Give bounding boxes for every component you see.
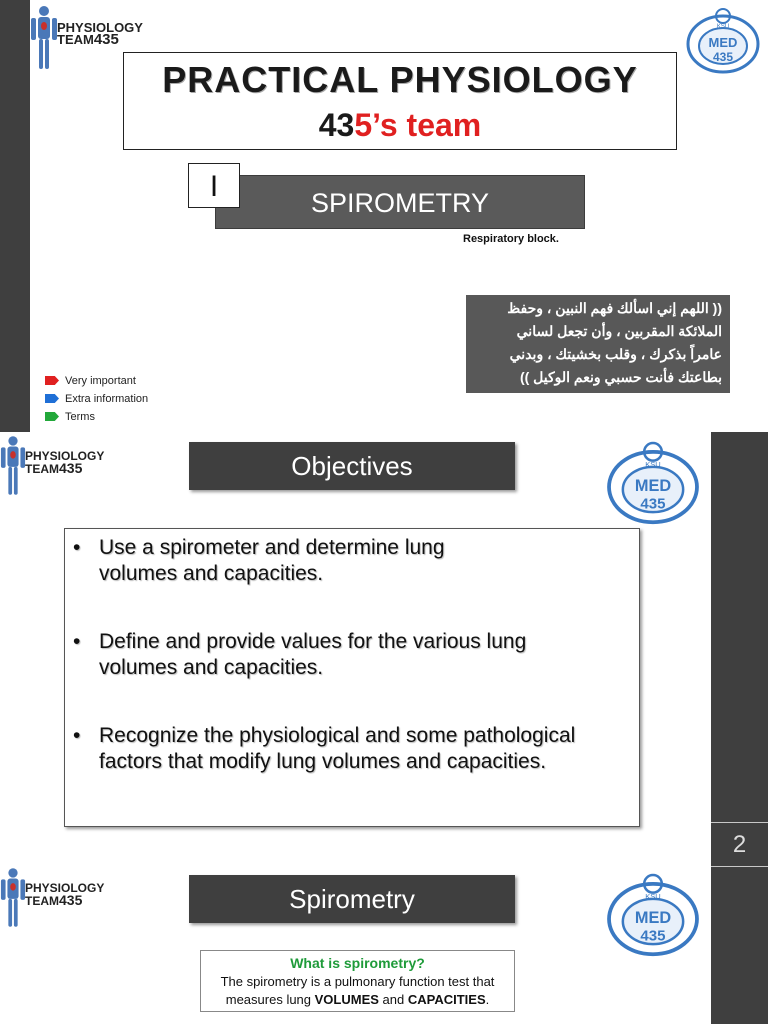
med-num: 435 — [640, 927, 666, 945]
human-figure-icon — [30, 4, 58, 72]
logo-line1: PHYSIOLOGY — [57, 20, 143, 35]
human-figure-icon — [0, 434, 26, 498]
definition-line: . — [485, 992, 490, 1007]
definition-title: What is spirometry? — [290, 955, 425, 971]
ksu-med-logo-icon — [604, 868, 702, 960]
legend-label: Terms — [65, 411, 95, 423]
definition-line: and — [378, 992, 408, 1007]
legend-terms — [45, 411, 95, 423]
logo-line2: TEAM — [25, 894, 59, 908]
legend-label: Extra information — [65, 393, 149, 405]
med-num: 435 — [640, 495, 666, 513]
block-name: Respiratory block. — [463, 233, 559, 245]
definition-text — [207, 973, 508, 1009]
logo-line2: TEAM — [57, 32, 94, 47]
bullet-icon: • — [73, 630, 81, 653]
slide1-left-band — [0, 0, 30, 432]
bullet-icon: • — [73, 536, 81, 559]
objectives-box — [64, 528, 640, 827]
list-item — [73, 629, 629, 681]
definition-line: measures lung — [225, 992, 315, 1007]
ksu-med-logo-icon — [604, 436, 702, 528]
spirometry-heading: Spirometry — [189, 875, 515, 923]
ksu-text: KSU — [716, 24, 730, 30]
logo-line1: PHYSIOLOGY — [25, 449, 105, 463]
logo-line1: PHYSIOLOGY — [25, 881, 105, 895]
logo-line2-num: 435 — [59, 892, 83, 908]
bullet-icon: • — [73, 724, 81, 747]
list-item — [73, 535, 629, 587]
title-box — [123, 52, 677, 150]
dua-line: بطاعتك فأنت حسبي ونعم الوكيل )) — [519, 369, 722, 385]
team-subtitle — [124, 107, 676, 144]
page-title: PRACTICAL PHYSIOLOGY — [162, 59, 638, 100]
med-num: 435 — [712, 50, 734, 64]
definition-box — [200, 950, 515, 1012]
slide2-right-band — [711, 432, 768, 1024]
ksu-med-logo-icon — [684, 4, 762, 76]
green-arrow-icon — [45, 412, 59, 421]
dua-line: عامراً بذكرك ، وقلب بخشيتك ، وبدني — [509, 346, 722, 362]
objective-text: volumes and capacities. — [99, 656, 324, 679]
logo-line2: TEAM — [25, 462, 59, 476]
volumes-term: VOLUMES — [314, 992, 379, 1007]
lecture-number: I — [188, 163, 240, 208]
dua-line: الملائكة المقربين ، وأن تجعل لساني — [516, 323, 722, 339]
ksu-text: KSU — [645, 891, 661, 901]
objective-text: Define and provide values for the various lung — [99, 630, 527, 653]
logo-line2-num: 435 — [59, 460, 83, 476]
objective-text: Use a spirometer and determine lung — [99, 536, 445, 559]
subtitle-rest: 5’s team — [354, 107, 482, 143]
red-arrow-icon — [45, 376, 59, 385]
blue-arrow-icon — [45, 394, 59, 403]
logo-line2-num: 435 — [93, 31, 119, 48]
objective-text: factors that modify lung volumes and capacities. — [99, 750, 547, 773]
dua-box — [466, 295, 730, 393]
ksu-text: KSU — [645, 459, 661, 469]
med-text: MED — [634, 476, 672, 495]
objective-text: volumes and capacities. — [99, 562, 324, 585]
physiology-team-logo — [0, 866, 120, 930]
legend-very-important — [45, 375, 136, 387]
objective-text: Recognize the physiological and some pathological — [99, 724, 576, 747]
objectives-heading: Objectives — [189, 442, 515, 490]
legend-label: Very important — [65, 375, 136, 387]
lecture-title-bar: SPIROMETRY — [215, 175, 585, 229]
legend-extra-information — [45, 393, 148, 405]
med-text: MED — [634, 908, 672, 927]
dua-line: (( اللهم إني اسألك فهم النبين ، وحفظ — [507, 300, 722, 316]
human-figure-icon — [0, 866, 26, 930]
capacities-term: CAPACITIES — [407, 992, 486, 1007]
med-text: MED — [708, 35, 738, 50]
physiology-team-logo — [0, 434, 120, 498]
definition-line: The spirometry is a pulmonary function test that — [220, 974, 495, 989]
list-item — [73, 723, 629, 775]
subtitle-num: 43 — [318, 107, 355, 143]
page-number: 2 — [711, 822, 768, 867]
